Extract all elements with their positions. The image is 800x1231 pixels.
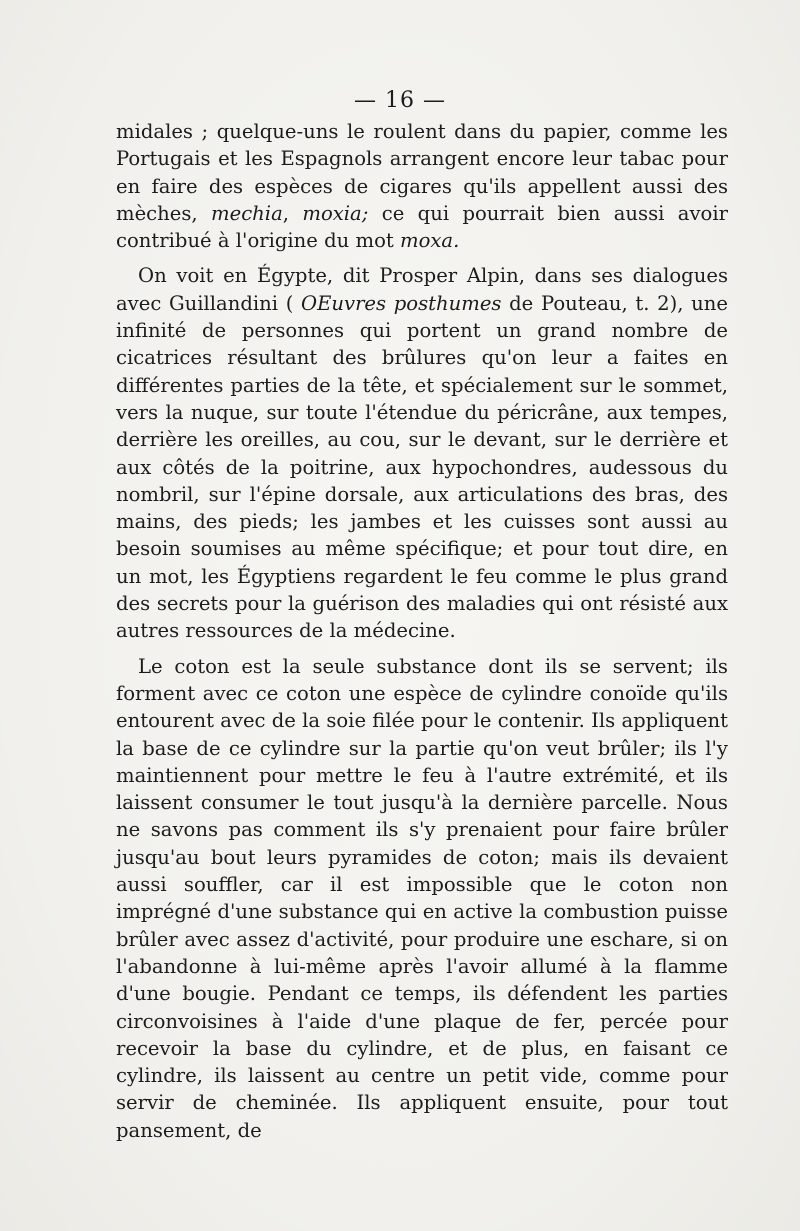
paragraph-3 <box>116 653 728 1144</box>
italic-text-run: mechia <box>211 201 283 225</box>
text-run: On voit en Égypte, dit Prosper Alpin, dans ses dialogues avec Guillandini ( <box>116 264 728 315</box>
body-text <box>116 118 728 1144</box>
italic-text-run: OEuvres posthumes <box>301 291 502 315</box>
paragraph-2 <box>116 262 728 644</box>
paragraph-1 <box>116 118 728 254</box>
page-number: — 16 — <box>354 88 446 113</box>
text-run: Le coton est la seule substance dont ils se servent; ils forment avec ce coton une espèce de cylindre conoïde qu'ils entourent avec de la soie filée pour le contenir. Ils appliquent la base de ce cylindre sur la partie qu'on veut brûler; ils l'y maintiennent pour mettre le feu à l'autre extrémité, et ils laissent consumer le tout jusqu'à la dernière parcelle. Nous ne savons pas comment ils s'y prenaient pour faire brûler jusqu'au bout leurs pyramides de coton; mais ils devaient aussi souffler, car il est impossible que le coton non imprégné d'une substance qui en active la combustion puisse brûler avec assez d'activité, pour produire une eschare, si on l'abandonne à lui-même après l'avoir allumé à la flamme d'une bougie. Pendant ce temps, ils défendent les parties circonvoisines à l'aide d'une plaque de fer, percée pour recevoir la base du cylindre, et de plus, en faisant ce cylindre, ils laissent au centre un petit vide, comme pour servir de cheminée. Ils appliquent ensuite, pour tout pansement, de <box>116 654 728 1142</box>
italic-text-run: moxa. <box>400 229 460 253</box>
text-run: midales ; quelque-uns le roulent dans du papier, comme les Portugais et les Espagnols arrangent encore leur tabac pour en faire des espèces de cigares qu'ils appellent aussi des mèches, <box>116 120 728 225</box>
italic-text-run: moxia; <box>302 201 369 225</box>
text-run: de Pouteau, t. 2), une infinité de personnes qui portent un grand nombre de cicatrices résultant des brûlures qu'on leur a faites en différentes parties de la tête, et spécialement sur le sommet, vers la nuque, sur toute l'étendue du péricrâne, aux tempes, derrière les oreilles, au cou, sur le devant, sur le derrière et aux côtés de la poitrine, aux hypochondres, audessous du nombril, sur l'épine dorsale, aux articulations des bras, des mains, des pieds; les jambes et les cuisses sont aussi au besoin soumises au même spécifique; et pour tout dire, en un mot, les Égyptiens regardent le feu comme le plus grand des secrets pour la guérison des maladies qui ont résisté aux autres ressources de la médecine. <box>116 291 728 643</box>
text-run: ce qui pourrait bien aussi avoir contribué à l'origine du mot <box>116 201 728 253</box>
text-run: , <box>282 201 303 225</box>
